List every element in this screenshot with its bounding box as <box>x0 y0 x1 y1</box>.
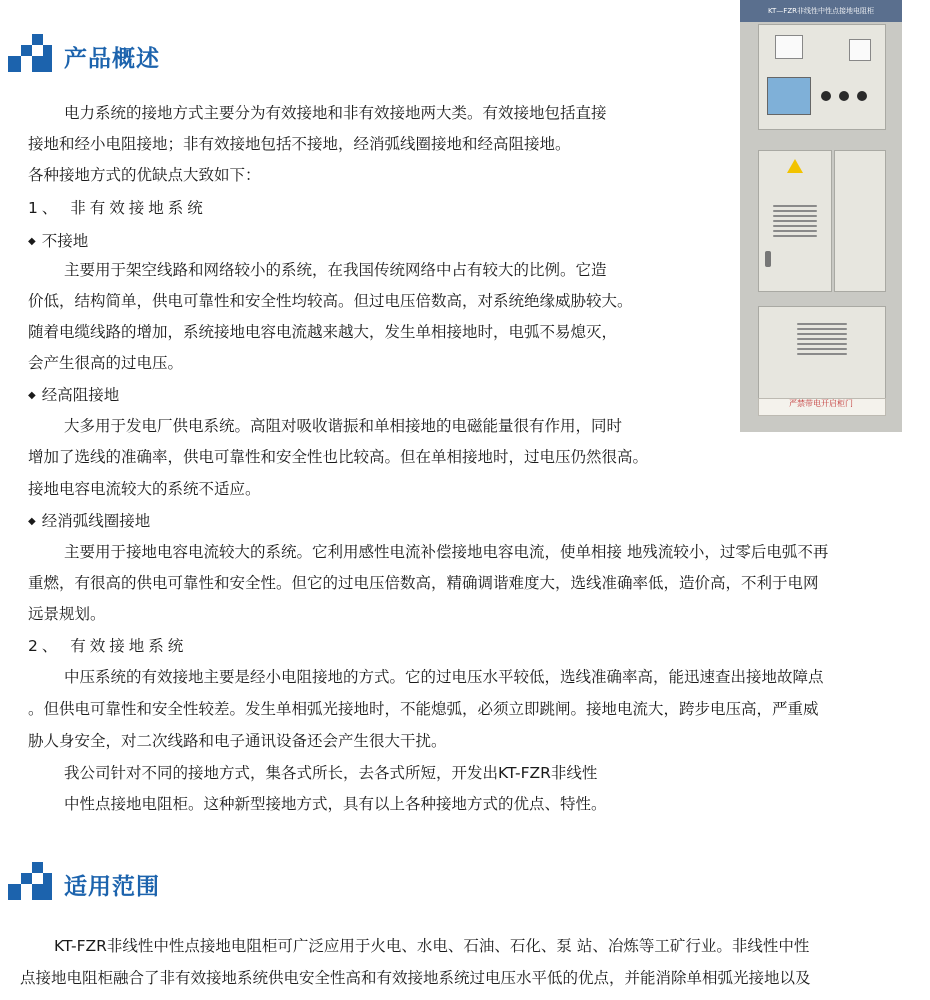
bullet-item <box>28 229 88 254</box>
paragraph-line: 主要用于接地电容电流较大的系统。它利用感性电流补偿接地电容电流，使单相接 地残流较小，过零后电弧不再 <box>64 543 829 561</box>
paragraph-line: KT-FZR非线性中性点接地电阻柜可广泛应用于火电、水电、石油、石化、泵 站、冶炼等工矿行业。非线性中性 <box>54 937 810 955</box>
intro-line: 电力系统的接地方式主要分为有效接地和非有效接地两大类。有效接地包括直接 <box>64 104 607 122</box>
switch-knob-icon <box>857 91 867 101</box>
paragraph-line: 中性点接地电阻柜。这种新型接地方式，具有以上各种接地方式的优点、特性。 <box>64 795 607 813</box>
cabinet-top-label: KT—FZR非线性中性点接地电阻柜 <box>740 0 902 22</box>
blue-squares-logo-icon <box>8 862 52 902</box>
intro-line: 接地和经小电阻接地；非有效接地包括不接地，经消弧线圈接地和经高阻接地。 <box>28 135 571 153</box>
diamond-bullet-icon: ◆ <box>28 236 36 247</box>
paragraph-line: 我公司针对不同的接地方式，集各式所长，去各式所短，开发出KT-FZR非线性 <box>64 764 598 782</box>
paragraph-line: 点接地电阻柜融合了非有效接地系统供电安全性高和有效接地系统过电压水平低的优点，并能消除单相弧光接地以及 <box>20 969 811 987</box>
blue-squares-logo-icon <box>8 34 52 74</box>
analog-meter-icon <box>849 39 871 61</box>
intro-line: 各种接地方式的优缺点大致如下： <box>28 166 261 184</box>
cabinet-warning-caption: 严禁带电开启柜门 <box>789 399 853 408</box>
paragraph-line: 主要用于架空线路和网络较小的系统，在我国传统网络中占有较大的比例。它造 <box>64 261 607 279</box>
paragraph-line: 胁人身安全，对二次线路和电子通讯设备还会产生很大干扰。 <box>28 732 447 750</box>
paragraph-line: 。但供电可靠性和安全性较差。发生单相弧光接地时，不能熄弧，必须立即跳闸。接地电流大，跨步电压高，严重威 <box>28 700 819 718</box>
subheading-non-effective: 1、 非有效接地系统 <box>28 199 207 217</box>
paragraph-line: 随着电缆线路的增加，系统接地电容电流越来越大，发生单相接地时，电弧不易熄灭， <box>28 323 618 341</box>
paragraph-line: 重燃，有很高的供电可靠性和安全性。但它的过电压倍数高，精确调谐难度大，选线准确率低，造价高，不利于电网 <box>28 574 819 592</box>
section-title: 适用范围 <box>64 874 160 900</box>
door-handle-icon <box>765 251 771 267</box>
diamond-bullet-icon: ◆ <box>28 390 36 401</box>
bullet-item <box>28 383 119 408</box>
vent-grille-icon <box>797 323 847 358</box>
bullet-item <box>28 509 150 534</box>
paragraph-line: 大多用于发电厂供电系统。高阻对吸收谐振和单相接地的电磁能量很有作用，同时 <box>64 417 623 435</box>
switch-knob-icon <box>821 91 831 101</box>
bullet-title: 经消弧线圈接地 <box>41 512 151 530</box>
control-screen-icon <box>767 77 811 115</box>
switch-knob-icon <box>839 91 849 101</box>
paragraph-line: 价低，结构简单，供电可靠性和安全性均较高。但过电压倍数高，对系统绝缘威胁较大。 <box>28 292 633 310</box>
section-title: 产品概述 <box>64 46 160 72</box>
paragraph-line: 增加了选线的准确率，供电可靠性和安全性也比较高。但在单相接地时，过电压仍然很高。 <box>28 448 649 466</box>
paragraph-line: 会产生很高的过电压。 <box>28 354 184 372</box>
paragraph-line: 远景规划。 <box>28 605 106 623</box>
diamond-bullet-icon: ◆ <box>28 516 36 527</box>
vent-grille-icon <box>773 205 817 240</box>
digital-meter-icon <box>775 35 803 59</box>
paragraph-line: 中压系统的有效接地主要是经小电阻接地的方式。它的过电压水平较低，选线准确率高，能迅速查出接地故障点 <box>64 668 824 686</box>
subheading-effective: 2、 有效接地系统 <box>28 637 188 655</box>
product-photo-cabinet <box>740 0 902 432</box>
bullet-title: 经高阻接地 <box>41 386 120 404</box>
bullet-title: 不接地 <box>41 232 89 250</box>
paragraph-line: 接地电容电流较大的系统不适应。 <box>28 480 261 498</box>
high-voltage-warning-icon <box>787 159 803 173</box>
